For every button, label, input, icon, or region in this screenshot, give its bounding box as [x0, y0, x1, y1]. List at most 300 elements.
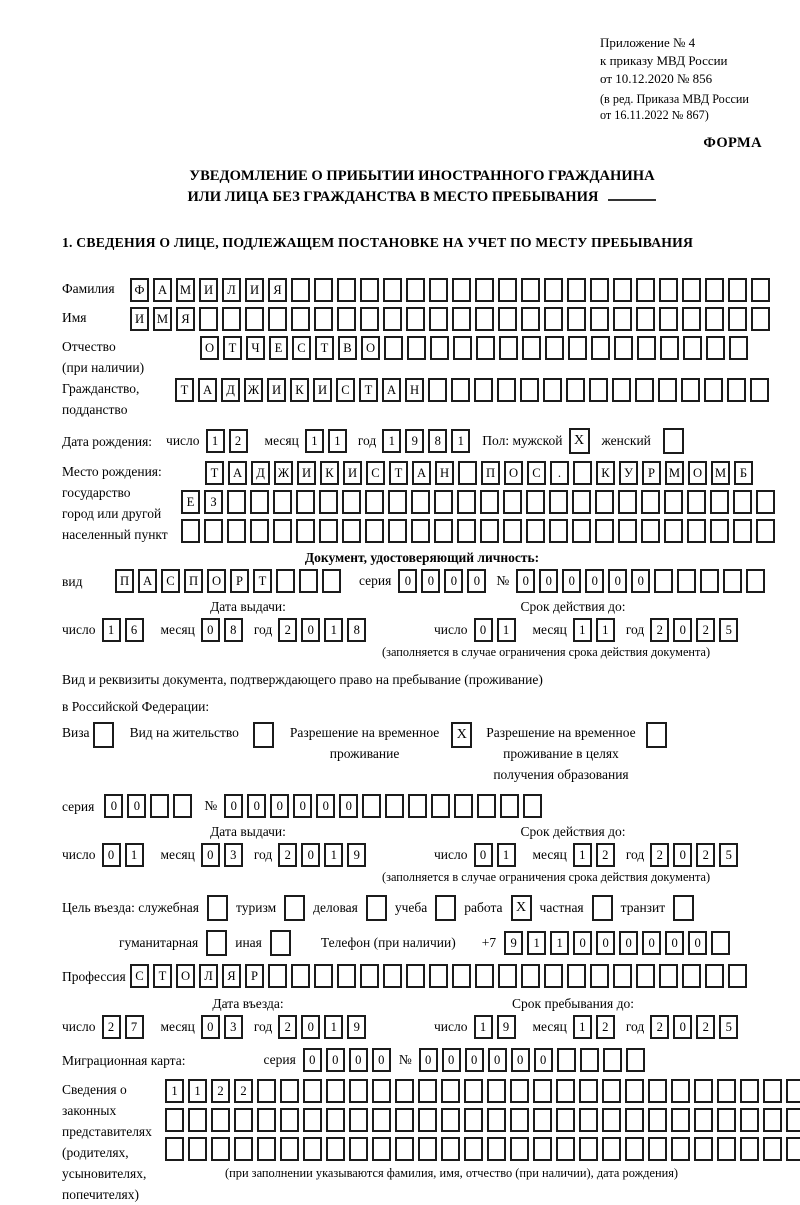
char-cell[interactable]	[499, 336, 518, 360]
char-cell[interactable]: 1	[550, 931, 569, 955]
char-cell[interactable]: 1	[188, 1079, 207, 1103]
char-cell[interactable]	[533, 1108, 552, 1132]
char-cell[interactable]	[337, 964, 356, 988]
char-cell[interactable]	[257, 1137, 276, 1161]
char-cell[interactable]	[572, 519, 591, 543]
char-cell[interactable]	[544, 964, 563, 988]
char-cell[interactable]	[457, 519, 476, 543]
char-cell[interactable]	[694, 1137, 713, 1161]
char-cell[interactable]	[464, 1079, 483, 1103]
purpose-inaya-checkbox[interactable]	[270, 930, 291, 956]
char-cell[interactable]	[245, 307, 264, 331]
char-cell[interactable]	[687, 490, 706, 514]
char-cell[interactable]	[521, 278, 540, 302]
char-cell[interactable]	[717, 1108, 736, 1132]
char-cell[interactable]	[487, 1137, 506, 1161]
char-cell[interactable]: 2	[696, 618, 715, 642]
char-cell[interactable]	[510, 1079, 529, 1103]
char-cell[interactable]	[503, 490, 522, 514]
char-cell[interactable]: 0	[301, 843, 320, 867]
char-cell[interactable]	[165, 1137, 184, 1161]
sex-male-checkbox[interactable]: X	[569, 428, 590, 454]
char-cell[interactable]	[756, 490, 775, 514]
char-cell[interactable]	[717, 1137, 736, 1161]
char-cell[interactable]	[557, 1048, 576, 1072]
char-cell[interactable]	[257, 1079, 276, 1103]
char-cell[interactable]	[349, 1108, 368, 1132]
char-cell[interactable]: 2	[229, 429, 248, 453]
char-cell[interactable]	[498, 278, 517, 302]
char-cell[interactable]	[326, 1108, 345, 1132]
char-cell[interactable]	[487, 1079, 506, 1103]
char-cell[interactable]	[549, 490, 568, 514]
char-cell[interactable]: Н	[405, 378, 424, 402]
char-cell[interactable]	[273, 490, 292, 514]
char-cell[interactable]: 0	[465, 1048, 484, 1072]
char-cell[interactable]: 2	[278, 1015, 297, 1039]
char-cell[interactable]	[636, 307, 655, 331]
char-cell[interactable]	[360, 307, 379, 331]
char-cell[interactable]: 0	[247, 794, 266, 818]
char-cell[interactable]	[579, 1108, 598, 1132]
char-cell[interactable]: 6	[125, 618, 144, 642]
char-cell[interactable]	[477, 794, 496, 818]
char-cell[interactable]	[705, 964, 724, 988]
char-cell[interactable]	[429, 278, 448, 302]
char-cell[interactable]	[677, 569, 696, 593]
char-cell[interactable]	[523, 794, 542, 818]
char-cell[interactable]: 0	[534, 1048, 553, 1072]
char-cell[interactable]: 0	[444, 569, 463, 593]
char-cell[interactable]	[602, 1108, 621, 1132]
char-cell[interactable]	[602, 1079, 621, 1103]
char-cell[interactable]	[452, 278, 471, 302]
char-cell[interactable]: 0	[293, 794, 312, 818]
char-cell[interactable]: 2	[278, 843, 297, 867]
char-cell[interactable]	[441, 1108, 460, 1132]
char-cell[interactable]: 0	[201, 618, 220, 642]
char-cell[interactable]: 0	[102, 843, 121, 867]
char-cell[interactable]: 0	[488, 1048, 507, 1072]
char-cell[interactable]: И	[267, 378, 286, 402]
char-cell[interactable]	[383, 307, 402, 331]
char-cell[interactable]: 5	[719, 1015, 738, 1039]
char-cell[interactable]: Ч	[246, 336, 265, 360]
char-cell[interactable]: 0	[372, 1048, 391, 1072]
char-cell[interactable]: 0	[673, 618, 692, 642]
char-cell[interactable]	[291, 307, 310, 331]
char-cell[interactable]	[751, 278, 770, 302]
char-cell[interactable]	[503, 519, 522, 543]
char-cell[interactable]: С	[292, 336, 311, 360]
char-cell[interactable]	[314, 964, 333, 988]
char-cell[interactable]: А	[198, 378, 217, 402]
char-cell[interactable]	[637, 336, 656, 360]
char-cell[interactable]	[227, 490, 246, 514]
char-cell[interactable]: О	[207, 569, 226, 593]
char-cell[interactable]: 0	[665, 931, 684, 955]
char-cell[interactable]: Я	[222, 964, 241, 988]
char-cell[interactable]	[273, 519, 292, 543]
char-cell[interactable]	[654, 569, 673, 593]
char-cell[interactable]: А	[153, 278, 172, 302]
char-cell[interactable]: И	[199, 278, 218, 302]
char-cell[interactable]	[706, 336, 725, 360]
char-cell[interactable]: Б	[734, 461, 753, 485]
char-cell[interactable]: 8	[347, 618, 366, 642]
char-cell[interactable]	[497, 378, 516, 402]
char-cell[interactable]: 0	[585, 569, 604, 593]
visa-checkbox[interactable]	[93, 722, 114, 748]
char-cell[interactable]: 1	[125, 843, 144, 867]
char-cell[interactable]	[299, 569, 318, 593]
char-cell[interactable]	[659, 307, 678, 331]
char-cell[interactable]	[520, 378, 539, 402]
char-cell[interactable]	[372, 1108, 391, 1132]
char-cell[interactable]	[728, 307, 747, 331]
char-cell[interactable]: 1	[206, 429, 225, 453]
char-cell[interactable]	[590, 307, 609, 331]
char-cell[interactable]	[625, 1108, 644, 1132]
char-cell[interactable]: С	[527, 461, 546, 485]
char-cell[interactable]: 0	[474, 843, 493, 867]
purpose-chastnaya-checkbox[interactable]	[592, 895, 613, 921]
char-cell[interactable]: С	[366, 461, 385, 485]
char-cell[interactable]: 1	[305, 429, 324, 453]
residence-permit-checkbox[interactable]	[253, 722, 274, 748]
temp-residence-education-checkbox[interactable]	[646, 722, 667, 748]
char-cell[interactable]: 0	[127, 794, 146, 818]
char-cell[interactable]	[613, 964, 632, 988]
char-cell[interactable]	[268, 964, 287, 988]
char-cell[interactable]: 9	[504, 931, 523, 955]
char-cell[interactable]: А	[412, 461, 431, 485]
char-cell[interactable]	[222, 307, 241, 331]
char-cell[interactable]	[476, 336, 495, 360]
char-cell[interactable]	[322, 569, 341, 593]
char-cell[interactable]	[319, 490, 338, 514]
sex-female-checkbox[interactable]	[663, 428, 684, 454]
purpose-turizm-checkbox[interactable]	[284, 895, 305, 921]
char-cell[interactable]	[746, 569, 765, 593]
char-cell[interactable]	[418, 1137, 437, 1161]
char-cell[interactable]	[682, 307, 701, 331]
char-cell[interactable]	[365, 519, 384, 543]
char-cell[interactable]	[664, 519, 683, 543]
char-cell[interactable]	[296, 490, 315, 514]
char-cell[interactable]: И	[130, 307, 149, 331]
char-cell[interactable]	[727, 378, 746, 402]
char-cell[interactable]	[388, 519, 407, 543]
char-cell[interactable]	[590, 964, 609, 988]
char-cell[interactable]: И	[313, 378, 332, 402]
char-cell[interactable]: 0	[474, 618, 493, 642]
char-cell[interactable]	[464, 1108, 483, 1132]
char-cell[interactable]	[641, 519, 660, 543]
char-cell[interactable]: 0	[631, 569, 650, 593]
char-cell[interactable]	[681, 378, 700, 402]
char-cell[interactable]	[474, 378, 493, 402]
char-cell[interactable]	[595, 519, 614, 543]
char-cell[interactable]	[729, 336, 748, 360]
char-cell[interactable]: Я	[268, 278, 287, 302]
char-cell[interactable]	[579, 1079, 598, 1103]
char-cell[interactable]	[567, 278, 586, 302]
char-cell[interactable]: 9	[405, 429, 424, 453]
char-cell[interactable]: 0	[104, 794, 123, 818]
char-cell[interactable]: 0	[326, 1048, 345, 1072]
char-cell[interactable]: 0	[596, 931, 615, 955]
char-cell[interactable]	[475, 307, 494, 331]
char-cell[interactable]	[711, 931, 730, 955]
char-cell[interactable]: 2	[211, 1079, 230, 1103]
char-cell[interactable]	[480, 519, 499, 543]
char-cell[interactable]: 0	[419, 1048, 438, 1072]
char-cell[interactable]	[533, 1079, 552, 1103]
char-cell[interactable]	[567, 307, 586, 331]
char-cell[interactable]	[291, 964, 310, 988]
char-cell[interactable]: М	[711, 461, 730, 485]
char-cell[interactable]	[522, 336, 541, 360]
char-cell[interactable]	[418, 1108, 437, 1132]
char-cell[interactable]	[710, 519, 729, 543]
char-cell[interactable]: 1	[165, 1079, 184, 1103]
char-cell[interactable]	[326, 1079, 345, 1103]
char-cell[interactable]	[487, 1108, 506, 1132]
char-cell[interactable]: 0	[339, 794, 358, 818]
char-cell[interactable]: 1	[497, 618, 516, 642]
char-cell[interactable]	[431, 794, 450, 818]
char-cell[interactable]	[549, 519, 568, 543]
char-cell[interactable]	[626, 1048, 645, 1072]
char-cell[interactable]	[227, 519, 246, 543]
purpose-delovaya-checkbox[interactable]	[366, 895, 387, 921]
char-cell[interactable]	[280, 1108, 299, 1132]
char-cell[interactable]	[250, 490, 269, 514]
char-cell[interactable]: П	[184, 569, 203, 593]
char-cell[interactable]: 8	[428, 429, 447, 453]
char-cell[interactable]	[498, 307, 517, 331]
char-cell[interactable]	[648, 1137, 667, 1161]
char-cell[interactable]: 1	[474, 1015, 493, 1039]
char-cell[interactable]	[786, 1137, 800, 1161]
char-cell[interactable]	[612, 378, 631, 402]
char-cell[interactable]	[544, 307, 563, 331]
char-cell[interactable]	[406, 964, 425, 988]
char-cell[interactable]	[566, 378, 585, 402]
char-cell[interactable]: 2	[650, 1015, 669, 1039]
char-cell[interactable]: М	[176, 278, 195, 302]
char-cell[interactable]	[475, 964, 494, 988]
char-cell[interactable]	[613, 307, 632, 331]
char-cell[interactable]	[452, 307, 471, 331]
char-cell[interactable]: 1	[573, 618, 592, 642]
char-cell[interactable]: Т	[223, 336, 242, 360]
char-cell[interactable]	[636, 964, 655, 988]
char-cell[interactable]	[165, 1108, 184, 1132]
char-cell[interactable]: 2	[596, 1015, 615, 1039]
char-cell[interactable]: П	[115, 569, 134, 593]
char-cell[interactable]: 2	[696, 843, 715, 867]
char-cell[interactable]	[349, 1137, 368, 1161]
char-cell[interactable]: В	[338, 336, 357, 360]
char-cell[interactable]: 2	[102, 1015, 121, 1039]
char-cell[interactable]: 1	[497, 843, 516, 867]
char-cell[interactable]: 1	[324, 1015, 343, 1039]
char-cell[interactable]	[543, 378, 562, 402]
char-cell[interactable]	[291, 278, 310, 302]
char-cell[interactable]	[763, 1079, 782, 1103]
char-cell[interactable]	[453, 336, 472, 360]
char-cell[interactable]	[383, 964, 402, 988]
char-cell[interactable]	[303, 1137, 322, 1161]
char-cell[interactable]	[451, 378, 470, 402]
char-cell[interactable]: С	[161, 569, 180, 593]
char-cell[interactable]	[635, 378, 654, 402]
char-cell[interactable]: 1	[527, 931, 546, 955]
char-cell[interactable]	[342, 519, 361, 543]
char-cell[interactable]: 0	[201, 1015, 220, 1039]
char-cell[interactable]: 9	[347, 843, 366, 867]
char-cell[interactable]	[362, 794, 381, 818]
char-cell[interactable]	[544, 278, 563, 302]
char-cell[interactable]	[660, 336, 679, 360]
char-cell[interactable]: Ж	[244, 378, 263, 402]
char-cell[interactable]	[411, 519, 430, 543]
char-cell[interactable]	[694, 1079, 713, 1103]
char-cell[interactable]	[603, 1048, 622, 1072]
char-cell[interactable]	[360, 278, 379, 302]
char-cell[interactable]: 3	[224, 1015, 243, 1039]
char-cell[interactable]	[648, 1108, 667, 1132]
char-cell[interactable]	[740, 1079, 759, 1103]
char-cell[interactable]: 5	[719, 618, 738, 642]
char-cell[interactable]	[429, 307, 448, 331]
char-cell[interactable]	[480, 490, 499, 514]
char-cell[interactable]	[326, 1137, 345, 1161]
char-cell[interactable]: Т	[205, 461, 224, 485]
char-cell[interactable]	[682, 964, 701, 988]
char-cell[interactable]: Т	[153, 964, 172, 988]
char-cell[interactable]	[614, 336, 633, 360]
char-cell[interactable]	[411, 490, 430, 514]
char-cell[interactable]	[384, 336, 403, 360]
char-cell[interactable]: 0	[270, 794, 289, 818]
char-cell[interactable]: Р	[230, 569, 249, 593]
char-cell[interactable]	[296, 519, 315, 543]
char-cell[interactable]: 2	[596, 843, 615, 867]
char-cell[interactable]	[434, 519, 453, 543]
char-cell[interactable]: А	[382, 378, 401, 402]
char-cell[interactable]	[280, 1137, 299, 1161]
char-cell[interactable]	[590, 278, 609, 302]
char-cell[interactable]	[705, 278, 724, 302]
char-cell[interactable]	[671, 1108, 690, 1132]
char-cell[interactable]	[526, 490, 545, 514]
char-cell[interactable]: Е	[269, 336, 288, 360]
char-cell[interactable]: 1	[451, 429, 470, 453]
char-cell[interactable]	[602, 1137, 621, 1161]
char-cell[interactable]	[700, 569, 719, 593]
char-cell[interactable]: 9	[497, 1015, 516, 1039]
char-cell[interactable]: М	[665, 461, 684, 485]
char-cell[interactable]	[458, 461, 477, 485]
char-cell[interactable]: Р	[245, 964, 264, 988]
char-cell[interactable]	[526, 519, 545, 543]
char-cell[interactable]	[786, 1079, 800, 1103]
char-cell[interactable]	[314, 278, 333, 302]
char-cell[interactable]	[395, 1137, 414, 1161]
char-cell[interactable]	[556, 1079, 575, 1103]
char-cell[interactable]: 0	[562, 569, 581, 593]
char-cell[interactable]	[723, 569, 742, 593]
char-cell[interactable]	[360, 964, 379, 988]
char-cell[interactable]	[580, 1048, 599, 1072]
char-cell[interactable]: 0	[442, 1048, 461, 1072]
char-cell[interactable]: 3	[224, 843, 243, 867]
char-cell[interactable]	[658, 378, 677, 402]
char-cell[interactable]: Ж	[274, 461, 293, 485]
char-cell[interactable]	[595, 490, 614, 514]
char-cell[interactable]: И	[297, 461, 316, 485]
char-cell[interactable]: А	[138, 569, 157, 593]
char-cell[interactable]: 7	[125, 1015, 144, 1039]
char-cell[interactable]	[372, 1137, 391, 1161]
char-cell[interactable]	[659, 278, 678, 302]
char-cell[interactable]	[204, 519, 223, 543]
char-cell[interactable]	[211, 1108, 230, 1132]
char-cell[interactable]: 1	[573, 1015, 592, 1039]
char-cell[interactable]	[704, 378, 723, 402]
char-cell[interactable]	[319, 519, 338, 543]
char-cell[interactable]	[683, 336, 702, 360]
char-cell[interactable]	[786, 1108, 800, 1132]
char-cell[interactable]: И	[343, 461, 362, 485]
char-cell[interactable]: 2	[650, 843, 669, 867]
char-cell[interactable]	[314, 307, 333, 331]
char-cell[interactable]: П	[481, 461, 500, 485]
char-cell[interactable]	[533, 1137, 552, 1161]
char-cell[interactable]: К	[320, 461, 339, 485]
char-cell[interactable]	[430, 336, 449, 360]
char-cell[interactable]: 0	[301, 618, 320, 642]
char-cell[interactable]: Д	[221, 378, 240, 402]
char-cell[interactable]: 1	[573, 843, 592, 867]
char-cell[interactable]: Т	[315, 336, 334, 360]
purpose-gumanitarnaya-checkbox[interactable]	[206, 930, 227, 956]
char-cell[interactable]	[342, 490, 361, 514]
char-cell[interactable]: 0	[224, 794, 243, 818]
char-cell[interactable]: 1	[328, 429, 347, 453]
char-cell[interactable]: 0	[539, 569, 558, 593]
char-cell[interactable]: 2	[234, 1079, 253, 1103]
char-cell[interactable]	[257, 1108, 276, 1132]
char-cell[interactable]	[750, 378, 769, 402]
char-cell[interactable]: Д	[251, 461, 270, 485]
char-cell[interactable]	[556, 1108, 575, 1132]
char-cell[interactable]	[740, 1137, 759, 1161]
char-cell[interactable]	[383, 278, 402, 302]
char-cell[interactable]	[636, 278, 655, 302]
char-cell[interactable]: 1	[102, 618, 121, 642]
char-cell[interactable]	[173, 794, 192, 818]
char-cell[interactable]: 8	[224, 618, 243, 642]
char-cell[interactable]: 0	[201, 843, 220, 867]
char-cell[interactable]: У	[619, 461, 638, 485]
char-cell[interactable]	[406, 278, 425, 302]
char-cell[interactable]	[365, 490, 384, 514]
char-cell[interactable]	[510, 1137, 529, 1161]
